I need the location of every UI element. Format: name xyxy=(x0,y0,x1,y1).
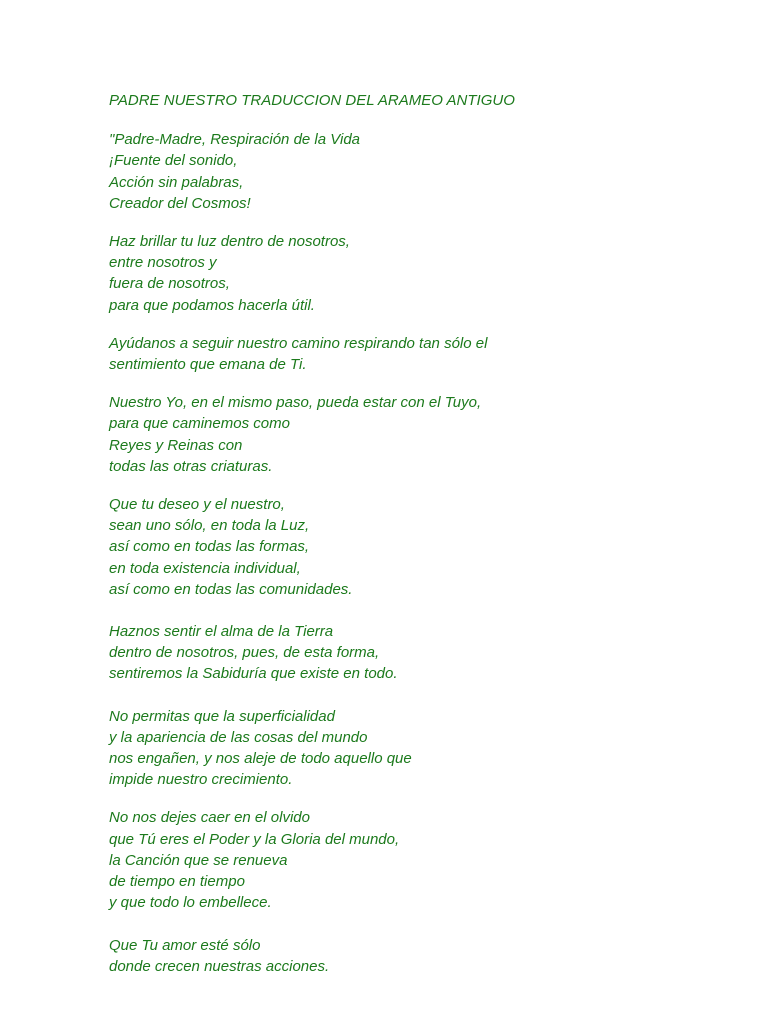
text-line: Haznos sentir el alma de la Tierra xyxy=(109,623,334,641)
stanza-4 xyxy=(109,392,729,477)
text-line: Haz brillar tu luz dentro de nosotros, xyxy=(109,233,350,251)
text-line: para que caminemos como xyxy=(109,415,290,433)
text-line: entre nosotros y xyxy=(109,254,217,272)
stanza-gap xyxy=(109,214,729,231)
text-line: Ayúdanos a seguir nuestro camino respirando tan sólo el xyxy=(109,334,488,352)
text-line: Nuestro Yo, en el mismo paso, pueda estar con el Tuyo, xyxy=(109,394,482,412)
stanza-gap xyxy=(109,600,729,621)
text-line: sentiremos la Sabiduría que existe en todo. xyxy=(109,665,398,683)
text-line: sean uno sólo, en toda la Luz, xyxy=(109,517,310,535)
stanza-6 xyxy=(109,621,729,685)
text-line: sentimiento que emana de Ti. xyxy=(109,356,307,374)
text-line: Reyes y Reinas con xyxy=(109,436,243,454)
text-line: de tiempo en tiempo xyxy=(109,873,245,891)
stanza-gap xyxy=(109,914,729,935)
text-line: Acción sin palabras, xyxy=(109,173,244,191)
stanza-8 xyxy=(109,807,729,913)
text-line: todas las otras criaturas. xyxy=(109,457,273,475)
text-line: Que Tu amor esté sólo xyxy=(109,936,261,954)
stanza-3 xyxy=(109,333,729,375)
text-line: y que todo lo embellece. xyxy=(109,894,272,912)
text-line: la Canción que se renueva xyxy=(109,851,288,869)
text-line: para que podamos hacerla útil. xyxy=(109,296,315,314)
stanza-5 xyxy=(109,494,729,600)
text-line: así como en todas las formas, xyxy=(109,538,310,556)
document-body xyxy=(109,90,729,977)
stanza-2 xyxy=(109,231,729,316)
stanza-gap xyxy=(109,790,729,807)
text-line: No permitas que la superficialidad xyxy=(109,707,335,725)
stanza-gap xyxy=(109,375,729,392)
text-line: así como en todas las comunidades. xyxy=(109,580,353,598)
text-line: No nos dejes caer en el olvido xyxy=(109,809,310,827)
document-title: PADRE NUESTRO TRADUCCION DEL ARAMEO ANTIGUO xyxy=(109,92,515,109)
stanza-gap xyxy=(109,316,729,333)
stanza-9 xyxy=(109,935,729,977)
text-line: Creador del Cosmos! xyxy=(109,194,251,212)
text-line: fuera de nosotros, xyxy=(109,275,230,293)
text-line: "Padre-Madre, Respiración de la Vida xyxy=(109,131,361,149)
text-line: dentro de nosotros, pues, de esta forma, xyxy=(109,644,380,662)
text-line: ¡Fuente del sonido, xyxy=(109,152,238,170)
text-line: que Tú eres el Poder y la Gloria del mundo, xyxy=(109,830,400,848)
stanza-1 xyxy=(109,129,729,214)
text-line: donde crecen nuestras acciones. xyxy=(109,957,330,975)
text-line: nos engañen, y nos aleje de todo aquello que xyxy=(109,750,412,768)
text-line: en toda existencia individual, xyxy=(109,559,301,577)
text-line: impide nuestro crecimiento. xyxy=(109,771,293,789)
text-line: Que tu deseo y el nuestro, xyxy=(109,496,285,514)
text-line: y la apariencia de las cosas del mundo xyxy=(109,728,368,746)
stanza-gap xyxy=(109,685,729,706)
stanza-7 xyxy=(109,706,729,791)
stanza-gap xyxy=(109,477,729,494)
